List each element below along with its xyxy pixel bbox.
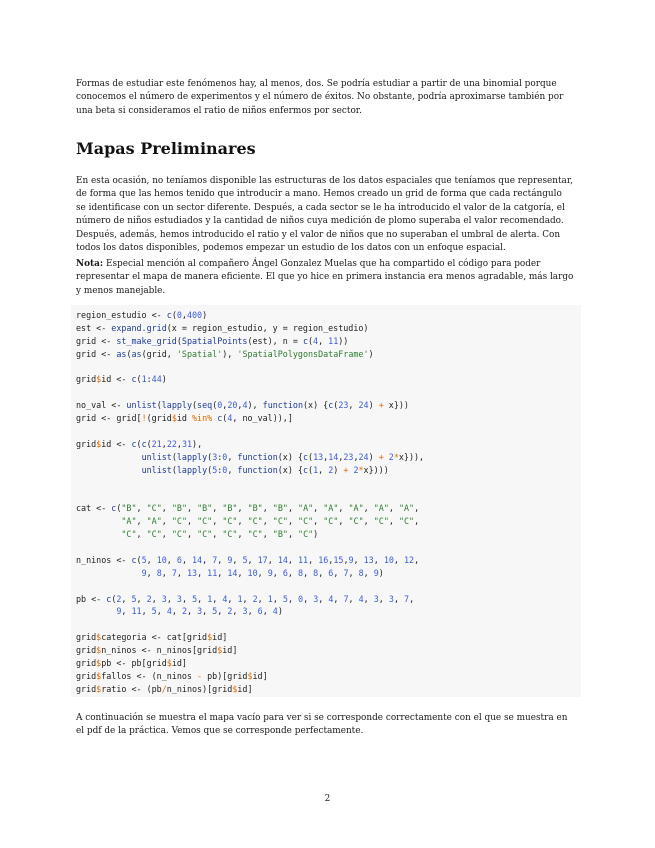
code-line: cat <- c("B", "C", "B", "B", "B", "B", "B", "A", "A", "A", "A", "A", [76,503,420,514]
code-line: n_ninos <- c(5, 10, 6, 14, 7, 9, 5, 17, 14, 11, 16,15,9, 13, 10, 12, [76,554,420,565]
code-line [76,386,424,399]
code-line: "A", "A", "C", "C", "C", "C", "C", "C", "C", "C", "C", "C", [121,516,420,527]
code-line: grid$pb <- pb[grid$id] [76,658,187,669]
text-line: el pdf de la práctica. Vemos que se corresponde perfectamente. [76,726,364,737]
code-line [76,580,424,593]
text-line: de forma que las hemos tenido que introducir a mano. Hemos creado un grid de forma que cada rectángulo [76,189,562,200]
code-line [76,425,424,438]
code-line: grid$ratio <- (pb/n_ninos)[grid$id] [76,683,253,694]
code-line [76,489,424,502]
text-line: A continuación se muestra el mapa vacío para ver si se corresponde correctamente con el que se muestra en [76,713,568,723]
code-line: 9, 8, 7, 13, 11, 14, 10, 9, 6, 8, 8, 6, 7, 8, 9) [141,567,384,578]
text-line: representar el mapa de manera eficiente. El que yo hice en primera instancia era menos agradable, más largo [76,272,574,283]
text-line: Después, además, hemos introducido el ratio y el valor de niños que no superaban el umbral de alerta. Con [76,229,561,240]
note-paragraph [76,258,580,298]
code-line [76,361,424,374]
body-paragraph [76,175,580,255]
code-line: grid <- st_make_grid(SpatialPoints(est), n = c(4, 11)) [76,335,349,346]
code-line [76,618,424,631]
code-line: grid$n_ninos <- n_ninos[grid$id] [76,645,238,656]
text-line: se identificase con un sector diferente. Después, a cada sector se le ha introducido el valor de la catgoría, el [76,202,565,213]
code-line: grid$fallos <- (n_ninos - pb)[grid$id] [76,670,268,681]
intro-paragraph [76,78,580,118]
code-line: unlist(lapply(3:0, function(x) {c(13,14,23,24) + 2*x})), [141,451,425,462]
text-line: número de niños estudiados y la cantidad de niños cuya medición de plomo superaba el valor recomendado. [76,216,564,227]
text-line: conocemos el número de experimentos y el número de éxitos. No obstante, podría aproximarse también por [76,92,564,103]
code-line: grid <- as(as(grid, 'Spatial'), 'SpatialPolygonsDataFrame') [76,348,374,359]
code-line: est <- expand.grid(x = region_estudio, y = region_estudio) [76,322,369,333]
page-number: 2 [324,794,331,804]
code-line: grid$categoria <- cat[grid$id] [76,632,228,643]
text-line [76,258,580,271]
section-heading: Mapas Preliminares [76,139,256,158]
text-line: Formas de estudiar este fenómenos hay, al menos, dos. Se podría estudiar a partir de una binomial porque [76,79,557,89]
code-line: region_estudio <- c(0,400) [76,310,208,320]
code-line: grid <- grid[!(grid$id %in% c(4, no_val)),] [76,413,293,424]
text-line: una beta si consideramos el ratio de niños enfermos por sector. [76,105,362,116]
code-line [76,477,424,490]
code-line: no_val <- unlist(lapply(seq(0,20,4), function(x) {c(23, 24) + x})) [76,400,409,411]
code-line: grid$id <- c(c(21,22,31), [76,438,203,449]
code-line: pb <- c(2, 5, 2, 3, 3, 5, 1, 4, 1, 2, 1, 5, 0, 3, 4, 7, 4, 3, 3, 7, [76,593,415,604]
text-line: todos los datos disponibles, podemos empezar un estudio de los datos con un enfoque espacial. [76,243,506,254]
text-line: y menos manejable. [76,285,166,296]
code-line: 9, 11, 5, 4, 2, 3, 5, 2, 3, 6, 4) [116,606,283,617]
code-line: "C", "C", "C", "C", "C", "C", "B", "C") [121,529,319,540]
code-line: unlist(lapply(5:0, function(x) {c(1, 2) + 2*x}))) [141,464,389,475]
code-line: grid$id <- c(1:44) [76,374,167,385]
text-line: En esta ocasión, no teníamos disponible las estructuras de los datos espaciales que teníamos que representar, [76,176,573,186]
code-line [76,541,424,554]
closing-paragraph [76,712,580,739]
note-label: Nota: [76,259,104,269]
note-text: Especial mención al compañero Ángel Gonzalez Muelas que ha compartido el código para poder [103,259,541,269]
code-block [76,309,424,696]
